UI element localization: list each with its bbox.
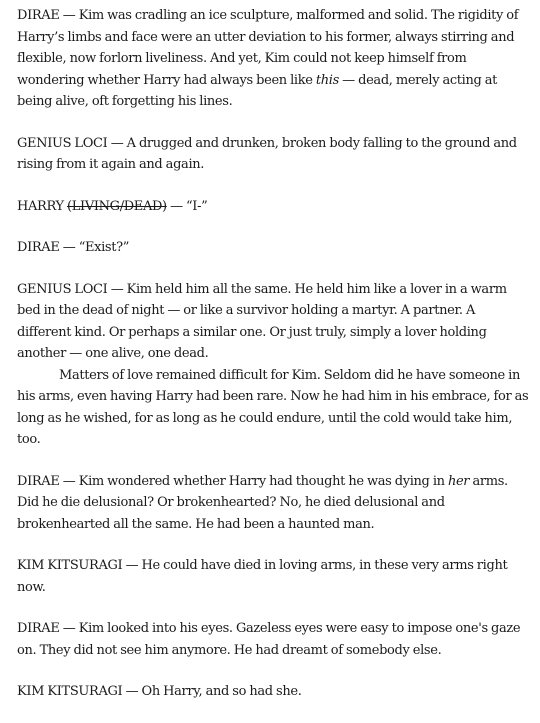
paragraph-text: He could have died in loving arms, in these very arms right now.	[17, 558, 508, 595]
emphasized-word: this	[315, 72, 339, 88]
paragraph-text: “I-”	[186, 198, 208, 214]
speaker-name: GENIUS LOCI	[17, 135, 108, 151]
paragraph-genius-loci-1	[17, 133, 529, 176]
paragraph-text: “Exist?”	[78, 240, 130, 255]
speaker-name: DIRAE	[17, 621, 60, 636]
document-body	[17, 5, 529, 723]
paragraph-dirae-4	[17, 618, 529, 661]
paragraph-genius-loci-2	[17, 279, 529, 365]
paragraph-text: arms. Did he die delusional? Or brokenhearted? No, he died delusional and brokenhearted all the same. He had been a haunted man.	[17, 473, 508, 532]
dialogue-dash: —	[59, 240, 79, 255]
paragraph-kim-1	[17, 555, 529, 598]
struck-through-tag: (LIVING/DEAD)	[67, 198, 167, 214]
speaker-name: DIRAE	[17, 8, 60, 23]
emphasized-word: her	[447, 473, 470, 489]
dialogue-dash: —	[59, 473, 79, 489]
dialogue-dash: —	[107, 281, 127, 297]
paragraph-dirae-3	[17, 471, 529, 536]
paragraph-text: A drugged and drunken, broken body falling to the ground and rising from it again and again.	[17, 135, 517, 172]
dialogue-dash: —	[59, 8, 79, 23]
speaker-name: KIM KITSURAGI	[17, 558, 123, 573]
paragraph-kim-2	[17, 681, 529, 703]
dialogue-dash: —	[122, 558, 142, 573]
speaker-name: DIRAE	[17, 473, 60, 489]
paragraph-text: Kim wondered whether Harry had thought he was dying in	[78, 473, 448, 489]
paragraph-text: Matters of love remained difficult for Kim. Seldom did he have someone in his arms, even having Harry had been rare. Now he had him in his embrace, for as long as he wished, for as long as he could endure, until the cold would take him, too.	[17, 367, 529, 447]
dialogue-dash: —	[107, 135, 127, 151]
dialogue-dash: —	[166, 198, 186, 214]
speaker-name: HARRY	[17, 198, 64, 214]
dialogue-dash: —	[122, 684, 142, 699]
paragraph-dirae-1	[17, 5, 529, 113]
dialogue-dash: —	[59, 621, 79, 636]
paragraph-text: Kim was cradling an ice sculpture, malformed and solid. The rigidity of Harry’s limbs and face were an utter deviation to his former, always stirring and flexible, now forlorn liveliness. And yet, Kim could not keep himself from wondering whether Harry had always been like	[17, 8, 519, 88]
speaker-name: GENIUS LOCI	[17, 281, 108, 297]
speaker-name: KIM KITSURAGI	[17, 684, 123, 699]
paragraph-text: Kim held him all the same. He held him like a lover in a warm bed in the dead of night — or like a survivor holding a martyr. A partner. A different kind. Or perhaps a similar one. Or just truly, simply a lover holding another — one alive, one dead.	[17, 281, 507, 361]
paragraph-dirae-2	[17, 237, 529, 259]
paragraph-harry	[17, 196, 529, 218]
paragraph-text: Oh Harry, and so had she.	[141, 684, 302, 699]
paragraph-continuation	[17, 365, 529, 451]
paragraph-text: Kim looked into his eyes. Gazeless eyes were easy to impose one's gaze on. They did not see him anymore. He had dreamt of somebody else.	[17, 621, 521, 658]
paragraph-text: — dead, merely acting at being alive, oft forgetting his lines.	[17, 72, 498, 109]
speaker-name: DIRAE	[17, 240, 60, 255]
